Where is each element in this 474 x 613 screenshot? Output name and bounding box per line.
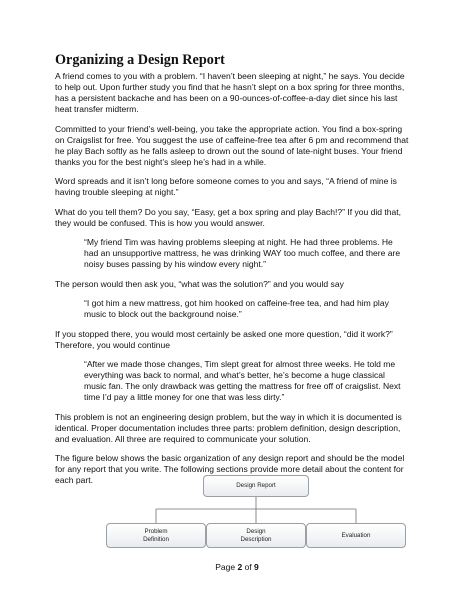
quote-evaluation: “After we made those changes, Tim slept great for almost three weeks. He told me everything was back to normal, and what’s better, he’s become a huge classical music fan. The only drawback was getting the mattress for free off of craigslist. Next time I’d pay a little money for one that was less dirty.” (84, 359, 401, 402)
node-label-line1: Problem (144, 528, 168, 535)
diagram-node-evaluation-label: Evaluation (341, 531, 371, 539)
footer-prefix: Page (215, 562, 238, 572)
diagram-node-evaluation (306, 523, 406, 548)
page-footer (0, 562, 474, 572)
diagram-node-design-description-label (241, 528, 272, 543)
node-label-line1: Design (246, 528, 266, 535)
footer-current-page: 2 (237, 562, 243, 572)
diagram-node-problem-definition (106, 523, 206, 548)
page-heading: Organizing a Design Report (55, 52, 225, 68)
diagram-node-design-report (203, 475, 309, 497)
paragraph-three-parts: This problem is not an engineering design problem, but the way in which it is documented is identical. Proper documentation includes three parts: problem definition, design description, and evaluation. All three are required to communicate your solution. (55, 411, 402, 444)
design-report-diagram (106, 472, 406, 552)
diagram-node-problem-definition-label (143, 528, 169, 543)
quote-problem: “My friend Tim was having problems sleeping at night. He had three problems. He had an unsupportive mattress, he was drinking WAY too much coffee, and there are noisy buses passing by his window every night.” (84, 237, 401, 269)
diagram-node-design-description (206, 523, 306, 548)
footer-total-pages: 9 (254, 562, 259, 572)
paragraph-did-it-work: If you stopped there, you would most certainly be asked one more question, “did it work?” Therefore, you would continue (55, 328, 393, 350)
footer-separator: of (242, 562, 255, 572)
paragraph-what-do-you-tell: What do you tell them? Do you say, “Easy, get a box spring and play Bach!?” If you did that, they would be confused. This is how you would answer. (55, 206, 402, 228)
quote-solution: “I got him a new mattress, got him hooked on caffeine-free tea, and had him play music to block out the background noise.” (84, 298, 389, 319)
paragraph-figure-intro: The figure below shows the basic organization of any design report and should be the model for any report that you write. The following sections provide more detail about the content for each part. (55, 453, 405, 485)
node-label-line2: Description (240, 535, 272, 543)
paragraph-action: Committed to your friend’s well-being, you take the appropriate action. You find a box-spring on Craigslist for free. You suggest the use of caffeine-free tea after 6 pm and recommend that he play Bach softly as he falls asleep to drown out the sound of late-night buses. Your friend thanks you for the best night’s sleep he’s had in a while. (55, 123, 409, 167)
node-label-line2: Definition (143, 535, 169, 543)
paragraph-word-spreads: Word spreads and it isn’t long before someone comes to you and says, “A friend of mine is having trouble sleeping at night.” (55, 176, 397, 197)
paragraph-solution-question: The person would then ask you, “what was the solution?” and you would say (55, 278, 344, 289)
paragraph-intro: A friend comes to you with a problem. “I haven’t been sleeping at night,” he says. You decide to help out. Upon further study you find that he hasn’t slept on a box spring for three months, has a persistent backache and has been on a 90-ounces-of-coffee-a-day diet since his last heat transfer midterm. (55, 71, 405, 114)
diagram-node-design-report-label: Design Report (236, 482, 276, 490)
